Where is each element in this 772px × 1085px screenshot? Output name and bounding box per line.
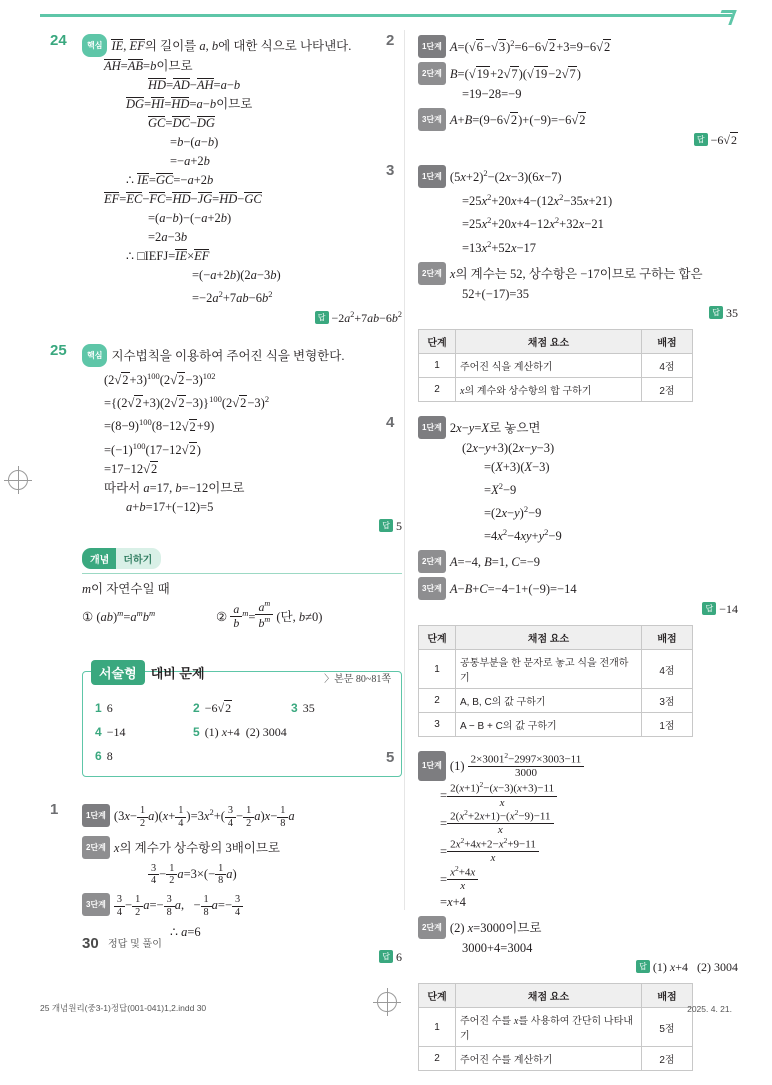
solution-line: HD=AD−AH=a−b bbox=[148, 78, 241, 92]
rubric-table-3 bbox=[418, 329, 693, 402]
essay-answer-box bbox=[82, 666, 402, 777]
solution-line: 1단계 $A=(√6-√3)^2=6-6√2+3=9-6√2$ bbox=[418, 34, 738, 58]
step-tag: 3단계 bbox=[418, 108, 446, 131]
problem-number: 5 bbox=[386, 749, 395, 767]
essay-answer-item: 5 (1) x+4 (2) 3004 bbox=[193, 725, 287, 739]
solution-line: 52+(−17)=35 bbox=[462, 286, 529, 301]
answer-line: 답 −14 bbox=[418, 602, 738, 617]
solution-line: (2x−y+3)(2x−y−3) bbox=[462, 440, 555, 455]
solution-line: $=13x^2+52x-17$ bbox=[462, 238, 537, 255]
solution-line: 3단계 A−B+C=−4−1+(−9)=−14 bbox=[418, 577, 738, 600]
step-tag: 2단계 bbox=[418, 550, 446, 573]
table-row: 1 주어진 수를 x를 사용하여 간단히 나타내기 5점 bbox=[419, 1008, 693, 1047]
solution-line: 1단계 $(5x+2)^2-(2x-3)(6x-7)$ bbox=[418, 164, 738, 188]
solution-line: 1단계 (3x− $\frac{1}{2}$ a)(x+ $\frac{1}{4}$ )$=3x^2+$( $\frac{3}{4}$ − $\frac{1}{2}$ a)x− $\frac{1}{8}$ a bbox=[82, 803, 402, 830]
concept-item-2: ② $\frac{a}{b}$ $^m$= $\frac{a^m}{b^m}$ (단, b≠0) bbox=[216, 598, 323, 631]
problem-title-line bbox=[82, 34, 402, 57]
top-rule bbox=[40, 14, 732, 17]
solution-line: 3000+4=3004 bbox=[462, 941, 533, 955]
step-tag: 1단계 bbox=[82, 804, 110, 827]
solution-line: 1단계 (1) $\frac{2\times 3001^2-2997\times 3003-11}{3000}$ bbox=[418, 751, 738, 781]
answer-badge: 답 bbox=[709, 306, 723, 319]
answer-badge: 답 bbox=[694, 133, 708, 146]
solution-line: 1단계 2x−y=X로 놓으면 bbox=[418, 416, 738, 439]
rubric-header-criteria: 채점 요소 bbox=[456, 984, 642, 1008]
rubric-header-points: 배점 bbox=[642, 329, 693, 353]
rubric-header-points: 배점 bbox=[642, 984, 693, 1008]
solution-line: =2a−3b bbox=[148, 230, 188, 244]
footer-file-info: 25 개념원리(중3-1)정답(001-041)1,2.indd 30 bbox=[40, 1003, 207, 1013]
solution-line: = $\frac{2(x^2+2x+1)-(x^2-9)-11}{x}$ bbox=[418, 809, 738, 837]
answer-line: 답 35 bbox=[418, 306, 738, 321]
core-tag: 핵심 bbox=[82, 34, 107, 57]
problem-2 bbox=[386, 32, 738, 148]
rubric-criteria: 주어진 수를 x를 사용하여 간단히 나타내기 bbox=[456, 1008, 642, 1047]
concept-item-1: ① $(ab)^m=a^mb^m$ bbox=[82, 607, 156, 624]
solution-line: 3단계 $\frac{3}{4}$ − $\frac{1}{2}$ a=− $\frac{3}{8}$ a, − $\frac{1}{8}$ a=− $\frac{3}{4}$ bbox=[82, 893, 402, 918]
solution-line: $=(8-9)^{100}(8-12√2+9)$ bbox=[104, 417, 215, 434]
problem-number: 2 bbox=[386, 32, 395, 49]
problem-24 bbox=[50, 32, 402, 326]
concept-header bbox=[82, 548, 402, 569]
step-tag: 1단계 bbox=[418, 416, 446, 439]
solution-line: a+b=17+(−12)=5 bbox=[126, 499, 214, 514]
rubric-header-step: 단계 bbox=[419, 329, 456, 353]
core-tag: 핵심 bbox=[82, 344, 107, 367]
rubric-criteria: A, B, C의 값 구하기 bbox=[456, 689, 642, 713]
column-divider bbox=[404, 30, 405, 910]
answer-line: 답 (1) x+4 (2) 3004 bbox=[418, 960, 738, 975]
concept-intro: m이 자연수일 때 bbox=[82, 581, 170, 596]
step-tag: 1단계 bbox=[418, 751, 446, 781]
solution-line: 2단계 B=(√19+2√7)(√19−2√7) bbox=[418, 62, 738, 85]
concept-badge-2: 더하기 bbox=[116, 548, 161, 569]
answer-line: 답 −6√2 bbox=[418, 133, 738, 148]
answer-badge: 답 bbox=[636, 960, 650, 973]
solution-line: ∴ □IEFJ=IE×EF bbox=[126, 249, 210, 263]
solution-line: =17−12√2 bbox=[104, 461, 158, 476]
solution-line: EF=EC−FC=HD−JG=HD−GC bbox=[104, 192, 262, 206]
rubric-table-4 bbox=[418, 625, 693, 737]
problem-number: 1 bbox=[50, 801, 59, 818]
step-tag: 2단계 bbox=[418, 916, 446, 939]
solution-line: =−a+2b bbox=[170, 154, 210, 168]
table-header-row bbox=[419, 626, 693, 650]
footer-date: 2025. 4. 21. bbox=[687, 1004, 732, 1014]
step-tag: 3단계 bbox=[82, 893, 110, 916]
solution-line: =19−28=−9 bbox=[462, 87, 522, 102]
step-tag: 2단계 bbox=[418, 62, 446, 85]
essay-reference: 〉본문 80~81쪽 bbox=[324, 674, 391, 685]
left-column bbox=[50, 32, 402, 979]
solution-line: AH=AB=b이므로 bbox=[104, 59, 193, 73]
rubric-header-criteria: 채점 요소 bbox=[456, 626, 642, 650]
solution-line: =(a−b)−(−a+2b) bbox=[148, 211, 232, 225]
problem-25 bbox=[50, 342, 402, 534]
step-tag: 1단계 bbox=[418, 35, 446, 58]
answer-line: 답 6 bbox=[82, 950, 402, 965]
rubric-criteria: x의 계수와 상수항의 합 구하기 bbox=[456, 377, 642, 401]
essay-answer-item: 6 8 bbox=[95, 749, 113, 763]
concept-box bbox=[82, 548, 402, 631]
solution-line: 따라서 a=17, b=−12이므로 bbox=[104, 480, 245, 495]
solution-line: $=(-1)^{100}(17-12√2)$ bbox=[104, 440, 201, 457]
solution-line: $(2√2+3)^{100}(2√2-3)^{102}$ bbox=[104, 371, 216, 388]
registration-mark-bottom bbox=[377, 992, 397, 1012]
problem-3 bbox=[386, 162, 738, 402]
table-row: 2 A, B, C의 값 구하기 3점 bbox=[419, 689, 693, 713]
solution-line: = $\frac{2(x+1)^2-(x-3)(x+3)-11}{x}$ bbox=[418, 781, 738, 809]
solution-line: $=X^2-9$ bbox=[484, 480, 517, 497]
problem-title: IE, EF의 길이를 a, b에 대한 식으로 나타낸다. bbox=[111, 39, 352, 53]
table-row: 1 주어진 식을 계산하기 4점 bbox=[419, 353, 693, 377]
solution-line: $=-2a^2+7ab-6b^2$ bbox=[192, 289, 273, 306]
solution-line: $=\{(2√2+3)(2√2-3)\}^{100}(2√2-3)^2$ bbox=[104, 394, 270, 411]
solution-line: =x+4 bbox=[440, 895, 466, 909]
solution-line: $=25x^2+20x+4-12x^2+32x-21$ bbox=[462, 215, 604, 232]
solution-line: 3단계 A+B=(9−6√2)+(−9)=−6√2 bbox=[418, 108, 738, 131]
solution-line: = $\frac{2x^2+4x+2-x^2+9-11}{x}$ bbox=[418, 837, 738, 865]
solution-line: DG=HI=HD=a−b이므로 bbox=[126, 97, 253, 111]
problem-number: 3 bbox=[386, 162, 395, 180]
rubric-header-step: 단계 bbox=[419, 626, 456, 650]
table-header-row bbox=[419, 329, 693, 353]
concept-body bbox=[82, 573, 402, 631]
problem-number: 24 bbox=[50, 32, 67, 49]
solution-line: 2단계 A=−4, B=1, C=−9 bbox=[418, 550, 738, 573]
solution-line: 2단계 x의 계수는 52, 상수항은 −17이므로 구하는 합은 bbox=[418, 262, 738, 285]
answer-badge: 답 bbox=[379, 950, 393, 963]
table-row: 1 공통부분을 한 문자로 놓고 식을 전개하기 4점 bbox=[419, 650, 693, 689]
problem-number: 25 bbox=[50, 342, 67, 360]
answer-badge: 답 bbox=[315, 311, 329, 324]
page-number: 30 bbox=[82, 935, 99, 952]
table-row: 3 A − B + C의 값 구하기 1점 bbox=[419, 713, 693, 737]
essay-answer-item: 3 35 bbox=[291, 701, 315, 715]
rubric-header-step: 단계 bbox=[419, 984, 456, 1008]
solution-line: =b−(a−b) bbox=[170, 135, 219, 149]
essay-badge: 서술형 bbox=[91, 660, 145, 685]
essay-answer-item: 4 −14 bbox=[95, 725, 126, 739]
solution-line: GC=DC−DG bbox=[148, 116, 215, 130]
step-tag: 1단계 bbox=[418, 165, 446, 188]
table-row: 2 주어진 수를 계산하기 2점 bbox=[419, 1047, 693, 1071]
solution-line: ∴ IE=GC=−a+2b bbox=[126, 173, 214, 187]
rubric-header-points: 배점 bbox=[642, 626, 693, 650]
answer-badge: 답 bbox=[379, 519, 393, 532]
solution-line: =(X+3)(X−3) bbox=[484, 459, 550, 474]
solution-line: = $\frac{x^2+4x}{x}$ bbox=[418, 865, 738, 893]
solution-line: 2단계 x의 계수가 상수항의 3배이므로 bbox=[82, 836, 402, 859]
answer-badge: 답 bbox=[702, 602, 716, 615]
table-row: 2 x의 계수와 상수항의 합 구하기 2점 bbox=[419, 377, 693, 401]
step-tag: 3단계 bbox=[418, 577, 446, 600]
concept-badge-1: 개념 bbox=[82, 548, 116, 569]
solution-line: $=25x^2+20x+4-(12x^2-35x+21)$ bbox=[462, 192, 613, 209]
problem-number: 4 bbox=[386, 413, 395, 431]
rubric-table-5 bbox=[418, 983, 693, 1071]
rubric-criteria: 공통부분을 한 문자로 놓고 식을 전개하기 bbox=[456, 650, 642, 689]
essay-answer-item: 2 −6√2 bbox=[193, 701, 232, 715]
answer-line: 답 $-2a^2+7ab-6b^2$ bbox=[82, 310, 402, 326]
solution-line: ∴ a=6 bbox=[170, 924, 201, 939]
solution-line: 2단계 (2) x=3000이므로 bbox=[418, 916, 738, 939]
rubric-criteria: 주어진 식을 계산하기 bbox=[456, 353, 642, 377]
answer-line: 답 5 bbox=[82, 519, 402, 534]
rubric-criteria: A − B + C의 값 구하기 bbox=[456, 713, 642, 737]
rubric-header-criteria: 채점 요소 bbox=[456, 329, 642, 353]
solution-line: $\frac{3}{4}$ − $\frac{1}{2}$ a=3×(− $\frac{1}{8}$ a) bbox=[82, 863, 402, 888]
step-tag: 2단계 bbox=[418, 262, 446, 285]
essay-label: 대비 문제 bbox=[150, 666, 205, 681]
problem-title: 지수법칙을 이용하여 주어진 식을 변형한다. bbox=[111, 349, 345, 364]
solution-line: $=(2x-y)^2-9$ bbox=[484, 503, 542, 521]
solution-line: $=4x^2-4xy+y^2-9$ bbox=[484, 527, 562, 544]
problem-title-line bbox=[82, 344, 402, 367]
solution-line: =(−a+2b)(2a−3b) bbox=[192, 268, 281, 282]
page-label: 정답 및 풀이 bbox=[108, 939, 162, 950]
essay-answer-grid bbox=[95, 701, 389, 764]
table-header-row bbox=[419, 984, 693, 1008]
registration-mark-left bbox=[8, 470, 28, 490]
step-tag: 2단계 bbox=[82, 836, 110, 859]
rubric-criteria: 주어진 수를 계산하기 bbox=[456, 1047, 642, 1071]
essay-answer-item: 1 6 bbox=[95, 701, 113, 715]
